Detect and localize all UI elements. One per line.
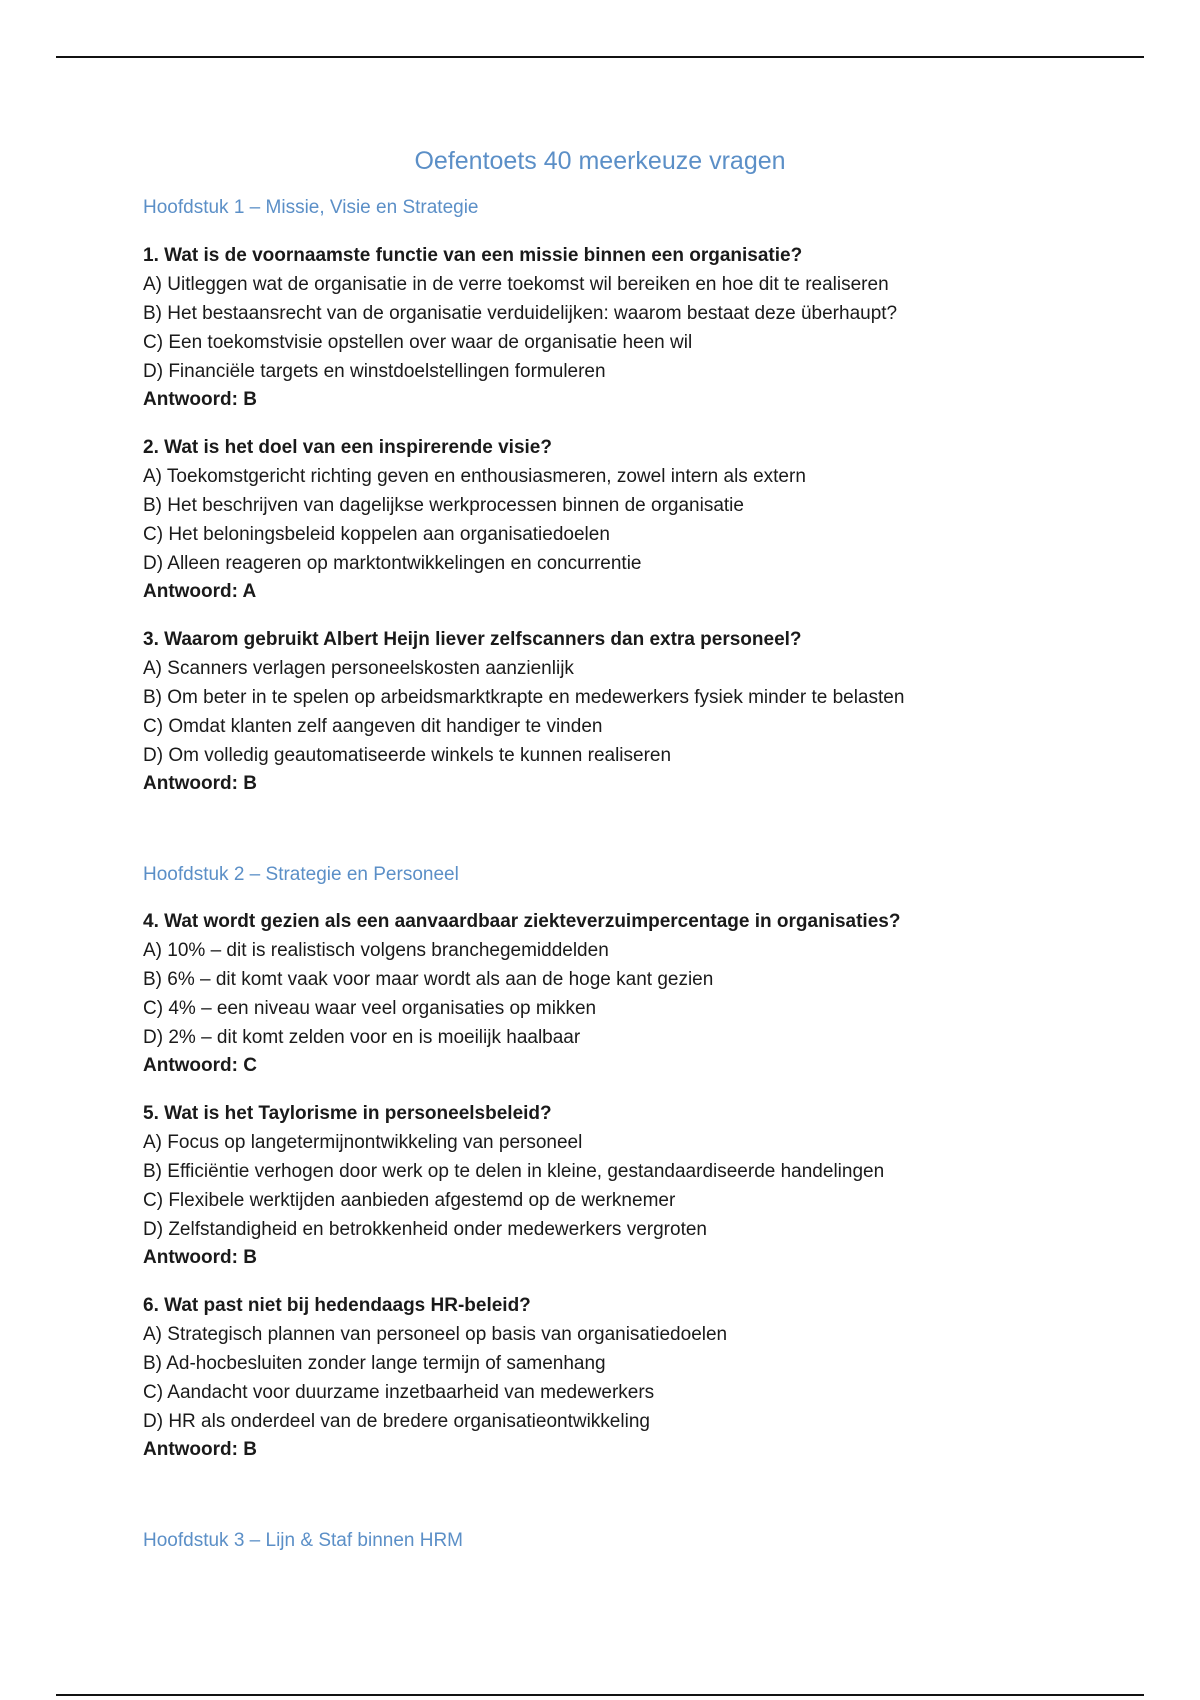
question-text: 2. Wat is het doel van een inspirerende visie?	[143, 437, 552, 458]
answer: Antwoord: B	[143, 1247, 257, 1268]
answer: Antwoord: B	[143, 773, 257, 794]
option-b: B) Efficiëntie verhogen door werk op te delen in kleine, gestandaardiseerde handelingen	[143, 1161, 885, 1182]
question-text: 6. Wat past niet bij hedendaags HR-beleid?	[143, 1295, 531, 1316]
option-a: A) Uitleggen wat de organisatie in de verre toekomst wil bereiken en hoe dit te realiseren	[143, 274, 889, 295]
question-5	[143, 1102, 1143, 1270]
question-text: 4. Wat wordt gezien als een aanvaardbaar ziekteverzuimpercentage in organisaties?	[143, 911, 901, 932]
option-d: D) Alleen reageren op marktontwikkelingen en concurrentie	[143, 553, 642, 574]
question-text: 1. Wat is de voornaamste functie van een missie binnen een organisatie?	[143, 245, 803, 266]
question-3	[143, 628, 1143, 796]
option-c: C) Flexibele werktijden aanbieden afgestemd op de werknemer	[143, 1190, 676, 1211]
answer: Antwoord: B	[143, 389, 257, 410]
option-d: D) HR als onderdeel van de bredere organisatieontwikkeling	[143, 1411, 650, 1432]
chapter-heading-3: Hoofdstuk 3 – Lijn & Staf binnen HRM	[143, 1530, 464, 1551]
option-a: A) Strategisch plannen van personeel op basis van organisatiedoelen	[143, 1324, 728, 1345]
question-4	[143, 910, 1143, 1078]
page-title: Oefentoets 40 meerkeuze vragen	[414, 147, 786, 175]
option-a: A) Focus op langetermijnontwikkeling van personeel	[143, 1132, 583, 1153]
option-b: B) 6% – dit komt vaak voor maar wordt als aan de hoge kant gezien	[143, 969, 714, 990]
option-b: B) Het beschrijven van dagelijkse werkprocessen binnen de organisatie	[143, 495, 744, 516]
question-6	[143, 1294, 1143, 1462]
option-c: C) Het beloningsbeleid koppelen aan organisatiedoelen	[143, 524, 610, 545]
option-c: C) Omdat klanten zelf aangeven dit handiger te vinden	[143, 716, 603, 737]
header-rule	[56, 56, 1144, 58]
answer: Antwoord: C	[143, 1055, 257, 1076]
question-text: 5. Wat is het Taylorisme in personeelsbeleid?	[143, 1103, 552, 1124]
option-b: B) Ad-hocbesluiten zonder lange termijn of samenhang	[143, 1353, 606, 1374]
option-a: A) Toekomstgericht richting geven en enthousiasmeren, zowel intern als extern	[143, 466, 806, 487]
chapter-heading-2: Hoofdstuk 2 – Strategie en Personeel	[143, 864, 459, 885]
option-c: C) 4% – een niveau waar veel organisaties op mikken	[143, 998, 597, 1019]
option-c: C) Een toekomstvisie opstellen over waar de organisatie heen wil	[143, 332, 693, 353]
question-1	[143, 244, 1143, 412]
option-a: A) 10% – dit is realistisch volgens branchegemiddelden	[143, 940, 609, 961]
answer: Antwoord: B	[143, 1439, 257, 1460]
option-b: B) Het bestaansrecht van de organisatie verduidelijken: waarom bestaat deze überhaupt?	[143, 303, 898, 324]
option-c: C) Aandacht voor duurzame inzetbaarheid van medewerkers	[143, 1382, 655, 1403]
option-d: D) Financiële targets en winstdoelstellingen formuleren	[143, 361, 606, 382]
footer-rule	[56, 1694, 1144, 1696]
option-d: D) Om volledig geautomatiseerde winkels te kunnen realiseren	[143, 745, 672, 766]
question-2	[143, 436, 1143, 604]
option-a: A) Scanners verlagen personeelskosten aanzienlijk	[143, 658, 574, 679]
option-d: D) 2% – dit komt zelden voor en is moeilijk haalbaar	[143, 1027, 581, 1048]
question-text: 3. Waarom gebruikt Albert Heijn liever zelfscanners dan extra personeel?	[143, 629, 802, 650]
answer: Antwoord: A	[143, 581, 257, 602]
option-d: D) Zelfstandigheid en betrokkenheid onder medewerkers vergroten	[143, 1219, 707, 1240]
chapter-heading-1: Hoofdstuk 1 – Missie, Visie en Strategie	[143, 197, 479, 218]
option-b: B) Om beter in te spelen op arbeidsmarktkrapte en medewerkers fysiek minder te belasten	[143, 687, 905, 708]
